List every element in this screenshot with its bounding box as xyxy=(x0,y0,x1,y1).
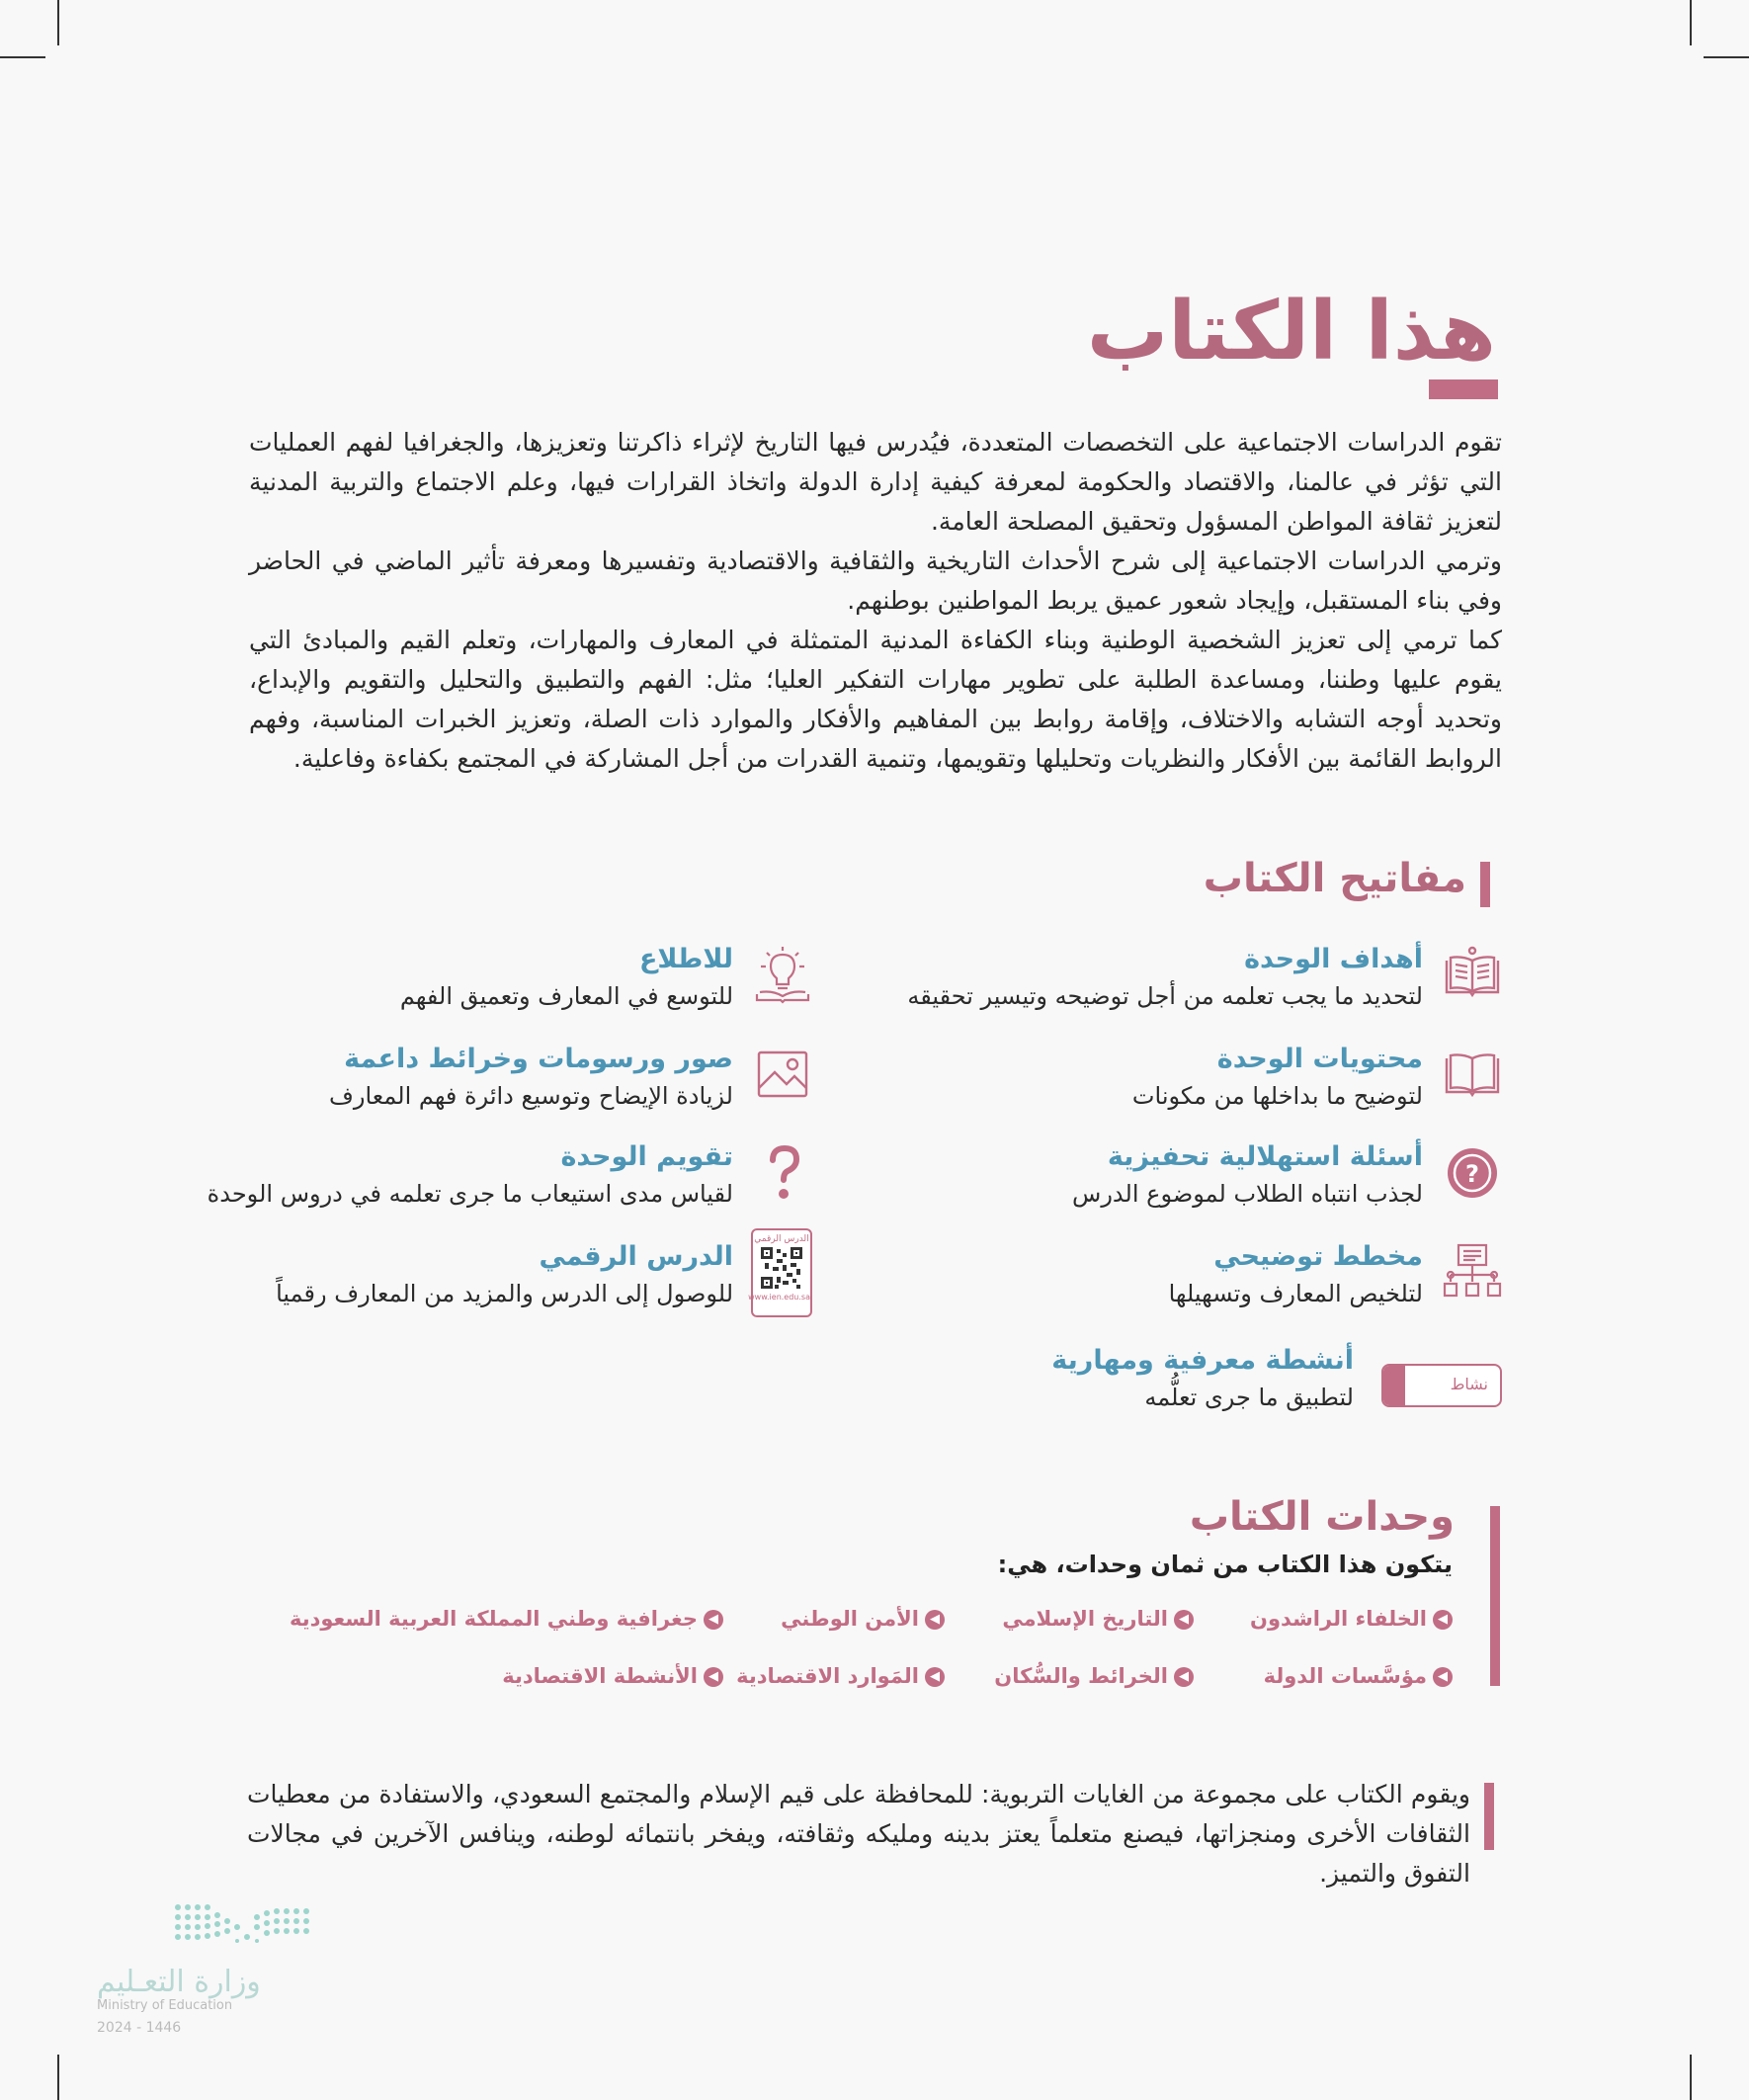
qr-url: www.ien.edu.sa xyxy=(748,1293,810,1302)
key-desc: لقياس مدى استيعاب ما جرى تعلمه في دروس الوحدة xyxy=(207,1180,733,1208)
unit-item xyxy=(1250,1607,1453,1631)
image-icon xyxy=(753,1045,812,1104)
lightbulb-book-icon xyxy=(753,945,812,1004)
activity-badge-label: نشاط xyxy=(1450,1375,1488,1393)
key-desc: للوصول إلى الدرس والمزيد من المعارف رقمياً xyxy=(276,1280,733,1307)
key-for-reference xyxy=(219,941,812,1020)
unit-label: التاريخ الإسلامي xyxy=(1002,1607,1168,1631)
unit-label: الخلفاء الراشدون xyxy=(1250,1607,1427,1631)
key-unit-contents xyxy=(909,1041,1502,1120)
open-book-icon xyxy=(1443,945,1502,1004)
crop-mark xyxy=(1704,56,1749,58)
key-title: أهداف الوحدة xyxy=(1244,944,1423,974)
bullet-icon: ◀ xyxy=(925,1610,945,1630)
unit-item xyxy=(1002,1607,1194,1631)
key-activities xyxy=(810,1342,1502,1421)
keys-heading: مفاتيح الكتاب xyxy=(1203,856,1466,901)
crop-mark xyxy=(1690,0,1692,45)
key-desc: لجذب انتباه الطلاب لموضوع الدرس xyxy=(1072,1180,1423,1208)
crop-mark xyxy=(1690,2055,1692,2100)
units-intro: يتكون هذا الكتاب من ثمان وحدات، هي: xyxy=(997,1551,1453,1578)
question-icon xyxy=(1443,1142,1502,1202)
key-title: للاطلاع xyxy=(638,944,733,974)
svg-text:?: ? xyxy=(1465,1160,1479,1188)
key-title: الدرس الرقمي xyxy=(539,1241,733,1272)
key-digital-lesson xyxy=(219,1234,812,1317)
unit-item xyxy=(1264,1664,1453,1688)
units-heading-bar xyxy=(1490,1506,1500,1686)
bullet-icon: ◀ xyxy=(1174,1667,1194,1687)
question-mark-icon xyxy=(753,1142,812,1202)
unit-item xyxy=(290,1607,723,1631)
unit-item xyxy=(781,1607,945,1631)
key-title: أسئلة استهلالية تحفيزية xyxy=(1107,1141,1423,1172)
key-desc: لزيادة الإيضاح وتوسيع دائرة فهم المعارف xyxy=(329,1082,733,1110)
diagram-icon xyxy=(1443,1242,1502,1302)
unit-item xyxy=(994,1664,1194,1688)
unit-label: الأمن الوطني xyxy=(781,1607,919,1631)
crop-mark xyxy=(57,0,59,45)
intro-paragraph: وترمي الدراسات الاجتماعية إلى شرح الأحداث التاريخية والثقافية والاقتصادية وتفسيرها ومعرفة تأثير الماضي في الحاضر وفي بناء المستقبل، وإيجاد شعور عميق يربط المواطنين بوطنهم. xyxy=(249,546,1502,615)
intro-text xyxy=(249,423,1502,779)
unit-label: الخرائط والسُّكان xyxy=(994,1664,1168,1688)
qr-label: الدرس الرقمي xyxy=(754,1234,809,1244)
key-title: تقويم الوحدة xyxy=(560,1141,733,1172)
intro-paragraph: تقوم الدراسات الاجتماعية على التخصصات المتعددة، فيُدرس فيها التاريخ لإثراء ذاكرتنا وتعزيزها، والجغرافيا لفهم العمليات التي تؤثر في عالمنا، والاقتصاد والحكومة لمعرفة كيفية إدارة الدولة واتخاذ القرارات فيها، وعلم الاجتماع والتربية المدنية لتعزيز ثقافة المواطن المسؤول وتحقيق المصلحة العامة. xyxy=(249,428,1502,536)
key-title: أنشطة معرفية ومهارية xyxy=(1051,1345,1354,1376)
qr-icon xyxy=(761,1247,802,1289)
page-title: هذا الكتاب xyxy=(1086,285,1496,378)
bullet-icon: ◀ xyxy=(704,1667,723,1687)
key-desc: لتوضيح ما بداخلها من مكونات xyxy=(1131,1082,1423,1110)
bullet-icon: ◀ xyxy=(704,1610,723,1630)
keys-heading-bar xyxy=(1480,862,1490,907)
crop-mark xyxy=(0,56,45,58)
activity-badge-tab xyxy=(1383,1366,1405,1405)
key-desc: لتحديد ما يجب تعلمه من أجل توضيحه وتيسير تحقيقه xyxy=(907,982,1423,1010)
bullet-icon: ◀ xyxy=(1433,1667,1453,1687)
book-icon xyxy=(1443,1045,1502,1104)
intro-paragraph: كما ترمي إلى تعزيز الشخصية الوطنية وبناء الكفاءة المدنية المتمثلة في المعارف والمهارات، وتعلم القيم والمبادئ التي يقوم عليها وطننا، ومساعدة الطلبة على تطوير مهارات التفكير العليا؛ مثل: الفهم والتطبيق والتحليل والتقويم والإبداع، وتحديد أوجه التشابه والاختلاف، وإقامة روابط بين المفاهيم والأفكار والموارد ذات الصلة، وتعزيز الخبرات المناسبة، وفهم الروابط القائمة بين الأفكار والنظريات وتحليلها وتقويمها، وتنمية القدرات من أجل المشاركة في المجتمع بكفاءة وفاعلية. xyxy=(249,626,1502,773)
unit-item xyxy=(502,1664,723,1688)
edition-year: 2024 - 1446 xyxy=(97,2020,182,2036)
units-heading: وحدات الكتاب xyxy=(1189,1494,1455,1540)
key-unit-assessment xyxy=(207,1138,812,1218)
key-diagram xyxy=(909,1238,1502,1317)
key-title: مخطط توضيحي xyxy=(1213,1241,1423,1272)
key-title: صور ورسومات وخرائط داعمة xyxy=(344,1044,733,1074)
unit-label: جغرافية وطني المملكة العربية السعودية xyxy=(289,1607,698,1631)
unit-label: الأنشطة الاقتصادية xyxy=(502,1664,698,1688)
key-images-maps xyxy=(219,1041,812,1120)
ministry-name-en: Ministry of Education xyxy=(97,1998,233,2013)
key-title: محتويات الوحدة xyxy=(1216,1044,1423,1074)
qr-code xyxy=(748,1228,812,1317)
crop-mark xyxy=(57,2055,59,2100)
activity-badge xyxy=(1381,1364,1502,1407)
bullet-icon: ◀ xyxy=(1174,1610,1194,1630)
ministry-name-ar: وزارة التعـليم xyxy=(97,1965,261,1999)
key-desc: لتلخيص المعارف وتسهيلها xyxy=(1168,1280,1423,1307)
key-desc: للتوسع في المعارف وتعميق الفهم xyxy=(399,982,733,1010)
unit-label: مؤسَّسات الدولة xyxy=(1263,1664,1427,1688)
key-opening-questions xyxy=(909,1138,1502,1218)
bullet-icon: ◀ xyxy=(1433,1610,1453,1630)
title-underline xyxy=(1429,379,1498,399)
unit-label: المَوارد الاقتصادية xyxy=(736,1664,919,1688)
bullet-icon: ◀ xyxy=(925,1667,945,1687)
key-desc: لتطبيق ما جرى تعلُّمه xyxy=(1144,1384,1354,1411)
goals-bar xyxy=(1484,1783,1494,1850)
key-unit-goals xyxy=(909,941,1502,1020)
unit-item xyxy=(736,1664,945,1688)
goals-text: ويقوم الكتاب على مجموعة من الغايات التربوية: للمحافظة على قيم الإسلام والمجتمع السعودي، والاستفادة من معطيات الثقافات الأخرى ومنجزاتها، فيصنع متعلماً يعتز بدينه ومليكه وثقافته، ويفخر بانتمائه لوطنه، وينافس الآخرين في مجالات التفوق والتميز. xyxy=(247,1780,1470,1888)
